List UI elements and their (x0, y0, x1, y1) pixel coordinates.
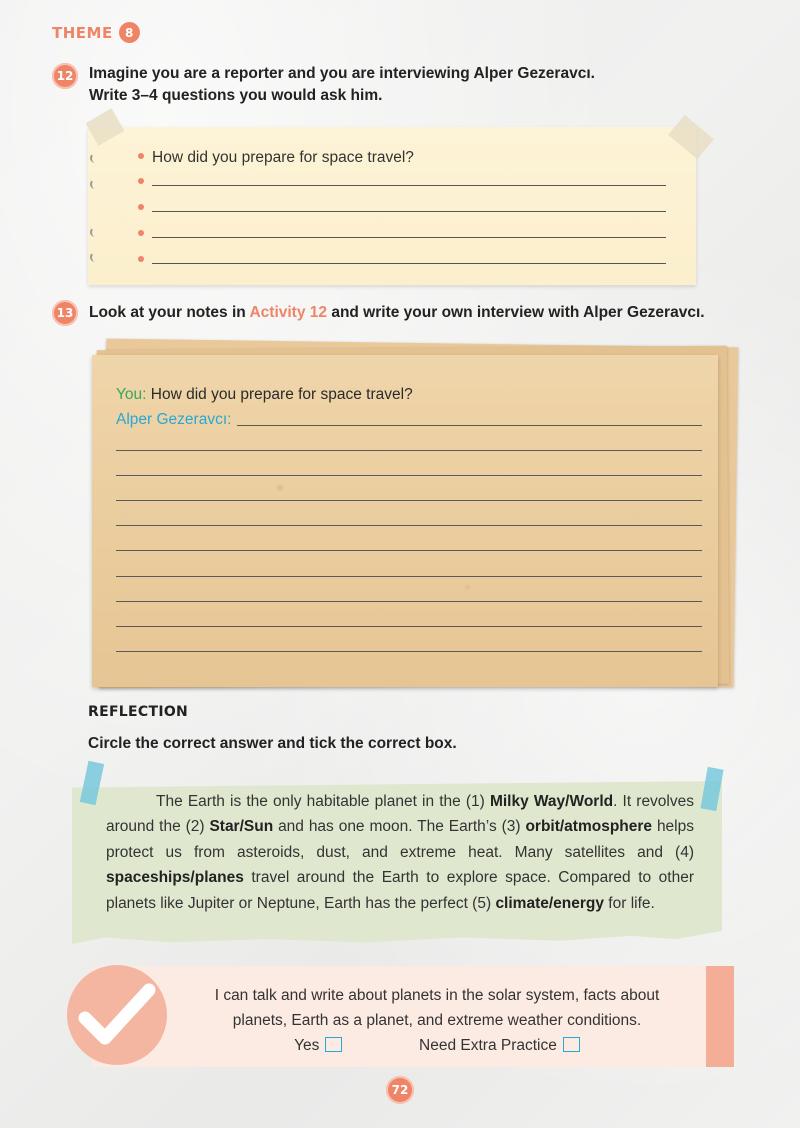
write-line[interactable] (152, 211, 666, 212)
extra-practice-checkbox[interactable] (563, 1037, 580, 1052)
activity-reference: Activity 12 (249, 304, 328, 321)
interview-you-line (116, 386, 413, 404)
option-2[interactable]: Star/Sun (209, 818, 274, 836)
paragraph-text: . It revolves around the (2) (106, 793, 694, 836)
bullet (138, 178, 144, 184)
question-row[interactable] (138, 168, 666, 192)
you-label: You: (116, 386, 147, 403)
binder-hole (90, 179, 100, 189)
question-note-paper (88, 127, 696, 285)
bullet (138, 256, 144, 262)
self-check-options (186, 1033, 688, 1058)
write-line[interactable] (152, 263, 666, 264)
write-line[interactable] (116, 450, 702, 451)
activity-13-instruction-pre: Look at your notes in (89, 304, 250, 321)
write-line[interactable] (116, 601, 702, 602)
example-question: How did you prepare for space travel? (152, 149, 414, 166)
option-4[interactable]: spaceships/planes (106, 869, 244, 887)
check-badge (67, 965, 167, 1065)
page-number: 72 (386, 1076, 414, 1104)
write-line[interactable] (116, 500, 702, 501)
reflection-instruction: Circle the correct answer and tick the correct box. (88, 735, 457, 752)
activity-13-instruction-post: and write your own interview with Alper Gezeravcı. (327, 304, 705, 321)
theme-label: THEME (52, 23, 113, 42)
option-3[interactable]: orbit/atmosphere (525, 818, 653, 836)
activity-13-number: 13 (52, 300, 78, 326)
theme-header (52, 22, 140, 43)
paragraph-text: The Earth is the only habitable planet in the (1) (156, 793, 490, 810)
interview-answer-line[interactable] (116, 411, 702, 429)
option-1[interactable]: Milky Way/World (489, 793, 614, 810)
question-row[interactable] (138, 246, 666, 270)
reflection-paragraph (106, 789, 694, 916)
bullet (138, 230, 144, 236)
write-line[interactable] (116, 626, 702, 627)
yes-label: Yes (294, 1037, 320, 1054)
question-row[interactable] (138, 194, 666, 218)
activity-13-instruction (89, 302, 705, 324)
interview-paper (92, 355, 718, 687)
question-row[interactable] (138, 220, 666, 244)
write-line[interactable] (116, 550, 702, 551)
reflection-heading: REFLECTION (88, 704, 189, 720)
self-check-strip (706, 966, 734, 1067)
binder-hole (90, 252, 100, 262)
self-check-line1: I can talk and write about planets in the solar system, facts about (214, 987, 660, 1004)
binder-hole (90, 227, 100, 237)
write-line[interactable] (116, 576, 702, 577)
extra-practice-label: Need Extra Practice (419, 1037, 557, 1054)
write-line[interactable] (116, 475, 702, 476)
bullet (138, 153, 144, 159)
binder-hole (90, 153, 100, 163)
checkmark-icon (77, 980, 157, 1050)
activity-12-instruction (89, 63, 595, 107)
write-line[interactable] (152, 237, 666, 238)
activity-12-instruction-line2: Write 3–4 questions you would ask him. (89, 87, 383, 104)
question-row-example (138, 143, 666, 167)
self-check-line2: planets, Earth as a planet, and extreme weather conditions. (232, 1012, 642, 1029)
write-line[interactable] (116, 651, 702, 652)
you-question: How did you prepare for space travel? (150, 386, 413, 403)
alper-label: Alper Gezeravcı: (116, 411, 232, 428)
activity-12-instruction-line1: Imagine you are a reporter and you are interviewing Alper Gezeravcı. (89, 65, 595, 82)
paragraph-text: and has one moon. The Earth’s (3) (273, 818, 526, 836)
self-check-statement (186, 983, 688, 1058)
yes-checkbox[interactable] (325, 1037, 342, 1052)
theme-number: 8 (119, 22, 140, 43)
option-5[interactable]: climate/energy (495, 894, 604, 912)
activity-12-number: 12 (52, 63, 78, 89)
paragraph-text: travel around the Earth to explore space. Compared to other planets like Jupiter or Neptune, Earth has the perfect (5) (106, 869, 694, 912)
write-line[interactable] (152, 185, 666, 186)
write-line[interactable] (237, 425, 702, 426)
write-line[interactable] (116, 525, 702, 526)
paragraph-text: for life. (604, 894, 655, 912)
bullet (138, 204, 144, 210)
paragraph-text: helps protect us from asteroids, dust, and extreme heat. Many satellites and (4) (106, 818, 694, 861)
